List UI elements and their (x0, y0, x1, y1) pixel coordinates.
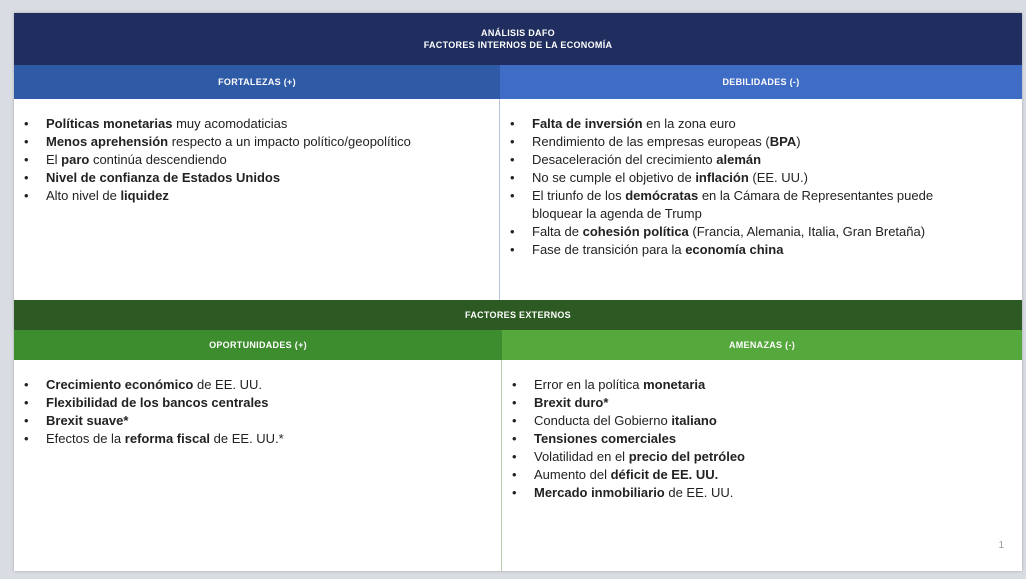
list-item (512, 412, 1022, 430)
title-bar (14, 13, 1022, 65)
list-item-text: El triunfo de los (532, 188, 626, 203)
list-item (24, 187, 499, 205)
list-item-text: de EE. UU. (664, 485, 734, 500)
list-item (512, 448, 1022, 466)
list-item-text: alemán (716, 152, 762, 167)
header-debilidades: DEBILIDADES (-) (500, 65, 1022, 99)
title-line-2: FACTORES INTERNOS DE LA ECONOMÍA (423, 40, 613, 50)
list-item-text: ) (796, 134, 801, 149)
list-item (510, 187, 1022, 205)
list-item-text: (Francia, Alemania, Italia, Gran Bretaña) (688, 224, 926, 239)
list-item-text: El (46, 152, 62, 167)
list-item-text: monetaria (643, 377, 706, 392)
list-item-text: Crecimiento económico (46, 377, 194, 392)
list-item-text: Mercado inmobiliario (534, 485, 665, 500)
list-item (24, 394, 501, 412)
list-item (24, 115, 499, 133)
list-item-text: Alto nivel de (46, 188, 121, 203)
list-item-text: No se cumple el objetivo de (532, 170, 696, 185)
list-item-text: cohesión política (582, 224, 689, 239)
list-item (512, 430, 1022, 448)
list-item-text: Brexit suave* (46, 413, 129, 428)
list-item (24, 412, 501, 430)
list-item-text: italiano (671, 413, 717, 428)
debilidades-cell (500, 99, 1022, 300)
list-item (510, 169, 1022, 187)
list-item-text: Desaceleración del crecimiento (532, 152, 717, 167)
header-amenazas: AMENAZAS (-) (502, 330, 1022, 360)
list-item (510, 133, 1022, 151)
title-line-1: ANÁLISIS DAFO (481, 28, 555, 38)
list-item (510, 151, 1022, 169)
list-item-text: reforma fiscal (124, 431, 211, 446)
list-item-text: bloquear la agenda de Trump (532, 206, 702, 221)
list-item (24, 430, 501, 448)
list-item-text: (EE. UU.) (748, 170, 808, 185)
list-item-text: Nivel de confianza de Estados Unidos (46, 170, 281, 185)
list-item-text: inflación (695, 170, 749, 185)
list-item-text: demócratas (625, 188, 699, 203)
oportunidades-cell (14, 360, 502, 571)
amenazas-list (512, 376, 1022, 502)
list-item-text: Rendimiento de las empresas europeas ( (532, 134, 770, 149)
oportunidades-list (24, 376, 501, 448)
list-item (24, 151, 499, 169)
list-item-text: en la Cámara de Representantes puede (698, 188, 934, 203)
list-item-text: Falta de inversión (532, 116, 643, 131)
list-item-text: Error en la política (534, 377, 644, 392)
list-item-text: paro (61, 152, 90, 167)
list-item (510, 241, 1022, 259)
list-item-text: Fase de transición para la (532, 242, 686, 257)
list-item-text: Menos aprehensión (46, 134, 169, 149)
list-item-text: economía china (685, 242, 784, 257)
fortalezas-cell (14, 99, 500, 300)
debilidades-list (510, 115, 1022, 259)
list-item (510, 223, 1022, 241)
list-item (24, 169, 499, 187)
fortalezas-list (24, 115, 499, 205)
list-item-text: de EE. UU.* (210, 431, 284, 446)
header-factores-externos: FACTORES EXTERNOS (14, 300, 1022, 330)
list-item-text: Tensiones comerciales (534, 431, 677, 446)
list-item-text: en la zona euro (642, 116, 736, 131)
header-fortalezas: FORTALEZAS (+) (14, 65, 500, 99)
list-item-text: Brexit duro* (534, 395, 609, 410)
page-number: 1 (998, 540, 1004, 551)
list-item (512, 484, 1022, 502)
list-item-text: Volatilidad en el (534, 449, 629, 464)
list-item (512, 376, 1022, 394)
list-item (510, 115, 1022, 133)
list-item-text: Efectos de la (46, 431, 125, 446)
list-item (512, 394, 1022, 412)
list-item-text: precio del petróleo (628, 449, 745, 464)
list-item (24, 133, 499, 151)
list-item-text: liquidez (120, 188, 169, 203)
list-item (512, 466, 1022, 484)
header-oportunidades: OPORTUNIDADES (+) (14, 330, 502, 360)
list-item-text: Flexibilidad de los bancos centrales (46, 395, 269, 410)
swot-slide (14, 13, 1022, 571)
list-item (510, 205, 1022, 223)
list-item (24, 376, 501, 394)
list-item-text: continúa descendiendo (89, 152, 227, 167)
list-item-text: Falta de (532, 224, 583, 239)
list-item-text: Políticas monetarias (46, 116, 173, 131)
list-item-text: de EE. UU. (193, 377, 263, 392)
list-item-text: respecto a un impacto político/geopolítico (168, 134, 411, 149)
list-item-text: muy acomodaticias (172, 116, 288, 131)
list-item-text: déficit de EE. UU. (610, 467, 719, 482)
list-item-text: Aumento del (534, 467, 611, 482)
amenazas-cell (502, 360, 1022, 571)
list-item-text: Conducta del Gobierno (534, 413, 672, 428)
list-item-text: BPA (769, 134, 797, 149)
